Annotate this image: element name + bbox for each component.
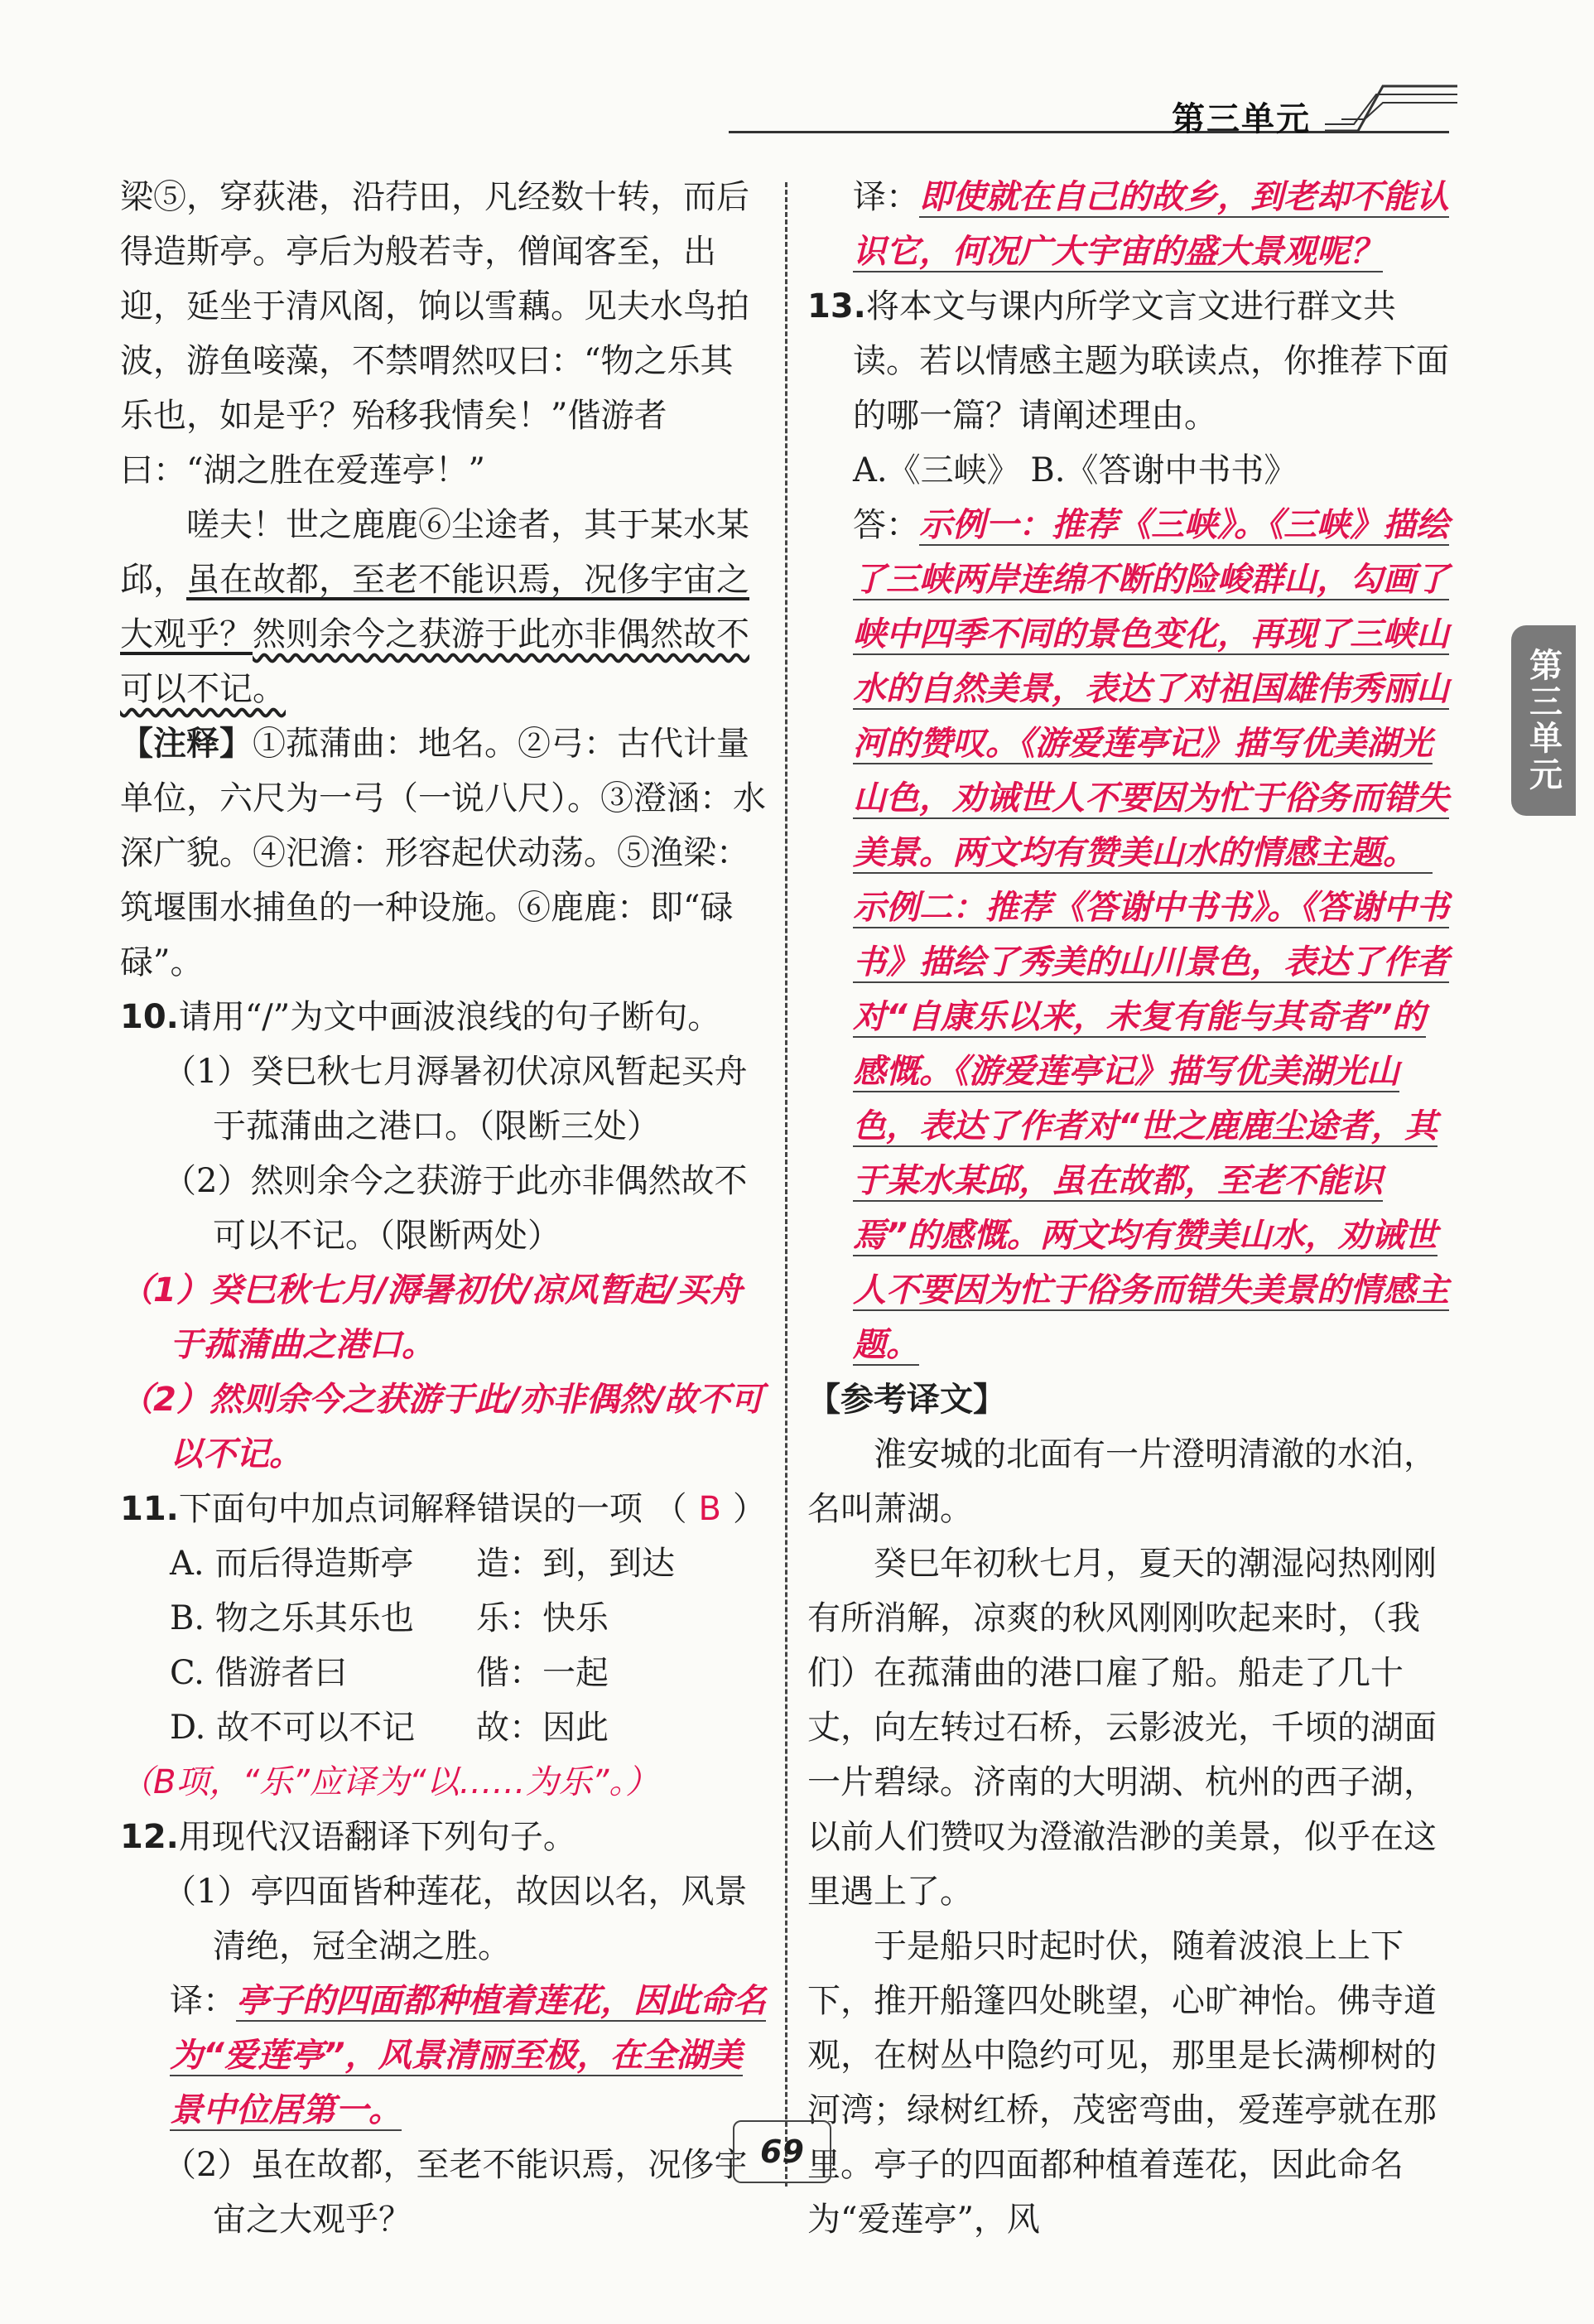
column-divider — [785, 182, 787, 2187]
q11-note: （B项，“乐”应译为“以……为乐”。） — [120, 1763, 659, 1801]
passage-part: 嗟夫！世之鹿鹿⑥尘途者，其于某水某邱， — [120, 506, 749, 599]
passage-paragraph-2 — [120, 498, 766, 716]
reference-paragraph-1: 淮安城的北面有一片澄明清澈的水泊，名叫萧湖。 — [807, 1435, 1437, 1528]
q13-answer — [807, 498, 1457, 1372]
option-gloss: 乐：快乐 — [476, 1599, 609, 1637]
q12-answer-1 — [120, 1974, 766, 2138]
q12-answer-2 — [807, 170, 1457, 279]
reference-paragraph-3: 于是船只时起时伏，随着波浪上上下下，推开船篷四处眺望，心旷神怡。佛寺道观，在树丛中隐约可见，那里是长满柳树的河湾；绿树红桥，茂密弯曲，爱莲亭就在那里。亭子的四面都种植着莲花，因此命名为“爱莲亭”，风 — [807, 1927, 1437, 2239]
q10-answer-2: （2）然则余今之获游于此/亦非偶然/故不可以不记。 — [120, 1381, 764, 1473]
q11-option-d — [120, 1700, 766, 1755]
q10-number: 10. — [120, 998, 179, 1036]
notes-label: 【注释】 — [120, 725, 253, 763]
q12-item-2: （2）虽在故都，至老不能识焉，况侈宇宙之大观乎？ — [163, 2146, 748, 2239]
q11-option-c — [120, 1646, 766, 1700]
side-unit-tab: 第三单元 — [1511, 625, 1576, 816]
header-decoration — [1325, 70, 1457, 136]
q11-option-b — [120, 1591, 766, 1646]
notes-text: ①菰蒲曲：地名。②弓：古代计量单位，六尺为一弓（一说八尺）。③澄涵：水深广貌。④汜澹：形容起伏动荡。⑤渔梁：筑堰围水捕鱼的一种设施。⑥鹿鹿：即“碌碌”。 — [120, 725, 766, 981]
option-gloss: 偕：一起 — [476, 1654, 609, 1692]
q11-answer: B — [698, 1490, 721, 1528]
q11-text: 下面句中加点词解释错误的一项 — [178, 1490, 643, 1528]
option-gloss: 造：到，到达 — [476, 1545, 675, 1583]
q13-text: 将本文与课内所学文言文进行群文共读。若以情感主题为联读点，你推荐下面的哪一篇？请阐述理由。 — [853, 287, 1449, 435]
question-11 — [120, 1482, 766, 1536]
q10-text: 请用“/”为文中画波浪线的句子断句。 — [178, 998, 721, 1036]
q11-paren-right: ） — [733, 1490, 766, 1528]
question-13 — [807, 279, 1457, 443]
q11-option-a — [120, 1536, 766, 1591]
translation-label: 译： — [853, 178, 919, 216]
option-gloss: 故：因此 — [476, 1709, 609, 1747]
q12-answer-2-text: 即使就在自己的故乡，到老却不能认识它，何况广大宇宙的盛大景观呢？ — [853, 178, 1449, 271]
q10-answer-1: （1）癸巳秋七月/溽暑初伏/凉风暂起/买舟于菰蒲曲之港口。 — [120, 1271, 743, 1364]
q11-number: 11. — [120, 1490, 179, 1528]
q10-item-1: （1）癸巳秋七月溽暑初伏凉风暂起买舟于菰蒲曲之港口。（限断三处） — [163, 1053, 748, 1145]
option-text: B. 物之乐其乐也 — [170, 1599, 414, 1637]
reference-paragraph-2: 癸巳年初秋七月，夏天的潮湿闷热刚刚有所消解，凉爽的秋风刚刚吹起来时，（我们）在菰蒲曲的港口雇了船。船走了几十丈，向左转过石桥，云影波光，千顷的湖面一片碧绿。济南的大明湖、杭州的西子湖，以前人们赞叹为澄澈浩渺的美景，似乎在这里遇上了。 — [807, 1545, 1437, 1911]
passage-wavy: 然则余今之获游于此亦非偶然故不可以不记。 — [120, 615, 749, 708]
option-text: D. 故不可以不记 — [170, 1709, 416, 1747]
option-text: A. 而后得造斯亭 — [170, 1545, 414, 1583]
q13-answer-text: 示例一：推荐《三峡》。《三峡》描绘了三峡两岸连绵不断的险峻群山，勾画了峡中四季不同的景色变化，再现了三峡山水的自然美景，表达了对祖国雄伟秀丽山河的赞叹。《游爱莲亭记》描写优美湖光山色，劝诫世人不要因为忙于俗务而错失美景。两文均有赞美山水的情感主题。 示例二：推荐《答谢中书书》。《答谢中书书》描绘了秀美的山川景色，表达了作者对“自康乐以来，未复有能与其奇者”的感慨。《游爱莲亭记》描写优美湖光山色，表达了作者对“世之鹿鹿尘途者，其于某水某邱，虽在故都，至老不能识焉”的感慨。两文均有赞美山水，劝诫世人不要因为忙于俗务而错失美景的情感主题。 — [853, 506, 1449, 1364]
answer-label: 答： — [853, 506, 919, 544]
reference-label: 【参考译文】 — [807, 1381, 1006, 1419]
unit-title: 第三单元 — [1172, 100, 1311, 138]
q12-text: 用现代汉语翻译下列句子。 — [178, 1818, 576, 1856]
q11-paren-left: （ — [653, 1490, 687, 1528]
right-column — [807, 170, 1457, 2247]
q10-item-2: （2）然则余今之获游于此亦非偶然故不可以不记。（限断两处） — [163, 1162, 748, 1255]
page-number: 69 — [733, 2120, 831, 2183]
q13-number: 13. — [807, 287, 866, 325]
q13-options: A.《三峡》 B.《答谢中书书》 — [853, 451, 1298, 489]
question-10 — [120, 990, 766, 1044]
passage-paragraph: 梁⑤，穿荻港，沿荇田，凡经数十转，而后得造斯亭。亭后为般若寺，僧闻客至，出迎，延坐于清风阁，饷以雪藕。见夫水鸟拍波，游鱼唼藻，不禁喟然叹曰：“物之乐其乐也，如是乎？殆移我情矣！”偕游者曰：“湖之胜在爱莲亭！” — [120, 178, 749, 489]
q12-answer-text: 亭子的四面都种植着莲花，因此命名为“爱莲亭”，风景清丽至极，在全湖美景中位居第一。 — [170, 1982, 766, 2129]
notes — [120, 716, 766, 990]
passage-underlined: 虽在故都，至老不能识焉，况侈宇宙之大观乎？ — [120, 561, 749, 653]
question-12 — [120, 1810, 766, 1864]
translation-label: 译： — [170, 1982, 236, 2020]
q12-number: 12. — [120, 1818, 179, 1856]
q12-item-1: （1）亭四面皆种莲花，故因以名，风景清绝，冠全湖之胜。 — [163, 1873, 748, 1965]
left-column — [120, 170, 766, 2247]
option-text: C. 偕游者曰 — [170, 1654, 348, 1692]
